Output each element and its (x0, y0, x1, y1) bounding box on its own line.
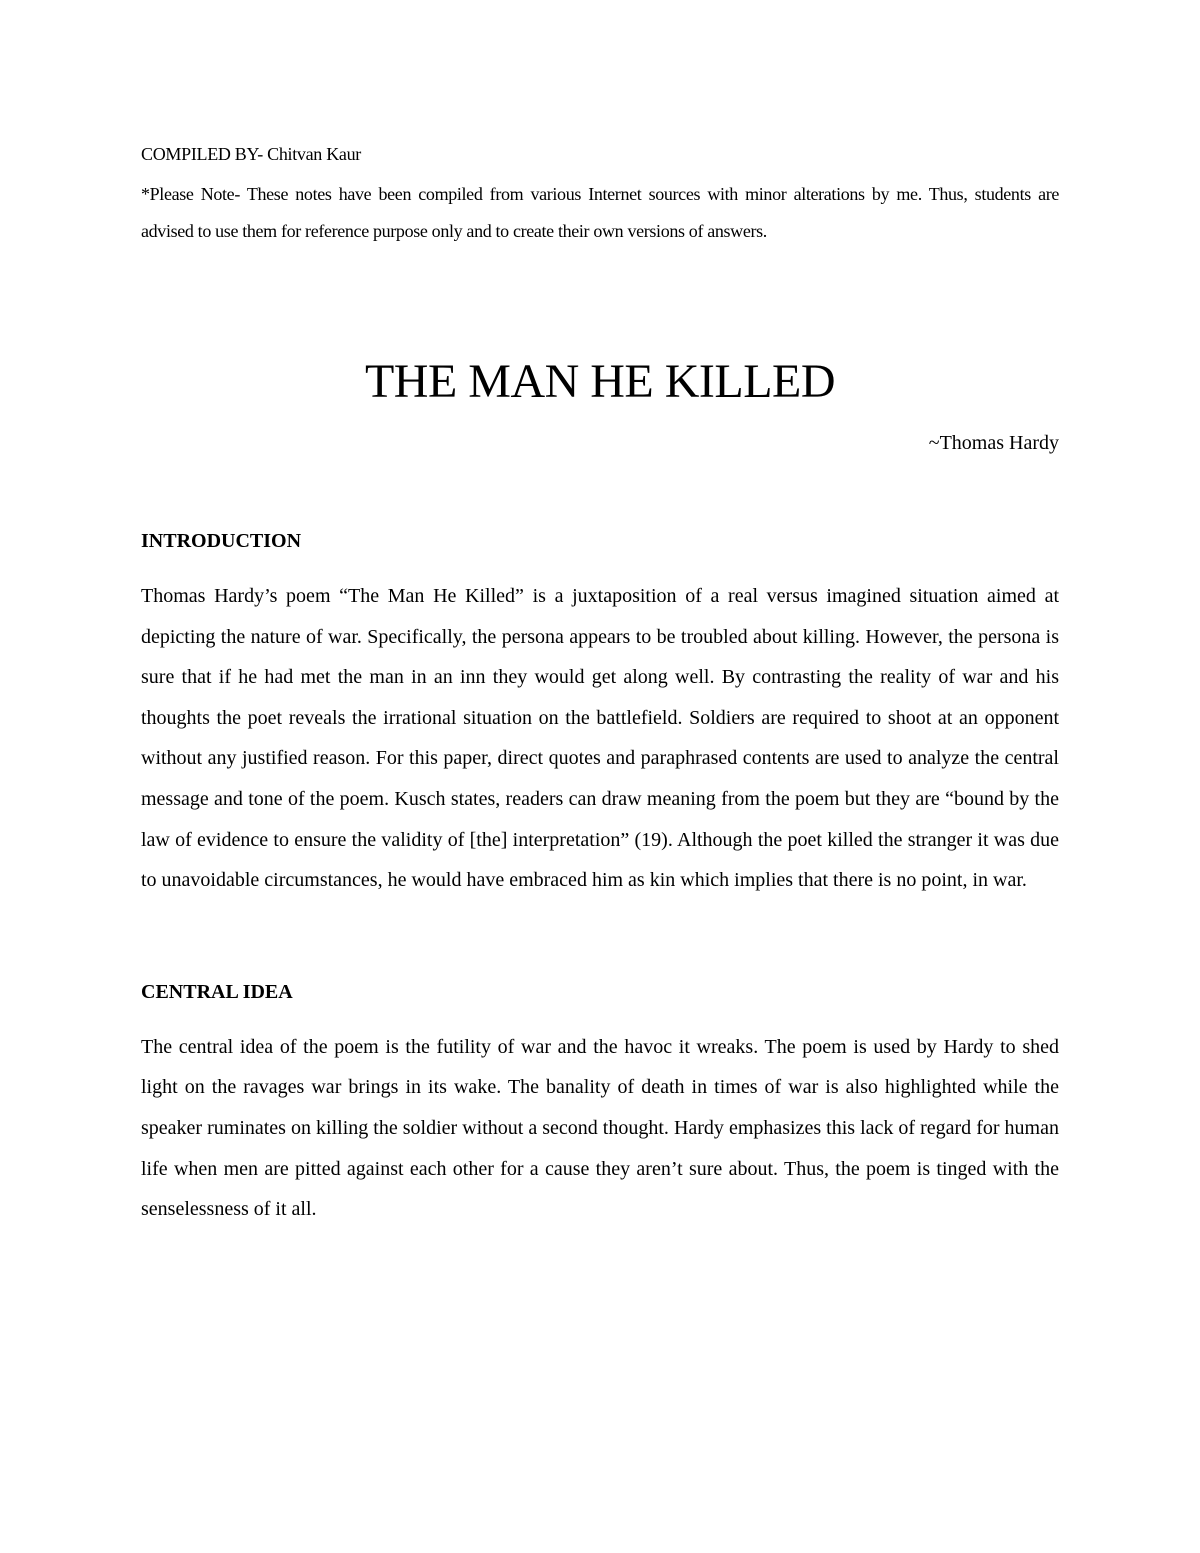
section-heading-introduction: INTRODUCTION (141, 530, 302, 552)
author-attribution: ~Thomas Hardy (928, 432, 1059, 454)
compiled-by-line: COMPILED BY- Chitvan Kaur (141, 144, 361, 164)
disclaimer-note: *Please Note- These notes have been compiled from various Internet sources with minor alterations by me. Thus, students are advised to use them for reference purpose only and to create their own versions of answers. (141, 184, 1059, 241)
section-heading-central-idea: CENTRAL IDEA (141, 980, 293, 1003)
section-body-introduction: Thomas Hardy’s poem “The Man He Killed” is a juxtaposition of a real versus imagined situation aimed at depicting the nature of war. Specifically, the persona appears to be troubled about killing. However, the persona is sure that if he had met the man in an inn they would get along well. By contrasting the reality of war and his thoughts the poet reveals the irrational situation on the battlefield. Soldiers are required to shoot at an opponent without any justified reason. For this paper, direct quotes and paraphrased contents are used to analyze the central message and tone of the poem. Kusch states, readers can draw meaning from the poem but they are “bound by the law of evidence to ensure the validity of [the] interpretation” (19). Although the poet killed the stranger it was due to unavoidable circumstances, he would have embraced him as kin which implies that there is no point, in war. (141, 585, 1059, 892)
section-body-central-idea: The central idea of the poem is the futility of war and the havoc it wreaks. The poem is used by Hardy to shed light on the ravages war brings in its wake. The banality of death in times of war is also highlighted while the speaker ruminates on killing the soldier without a second thought. Hardy emphasizes this lack of regard for human life when men are pitted against each other for a cause they aren’t sure about. Thus, the poem is tinged with the senselessness of it all. (141, 1035, 1059, 1221)
document-title: THE MAN HE KILLED (364, 355, 836, 408)
document-content (141, 140, 1059, 1230)
